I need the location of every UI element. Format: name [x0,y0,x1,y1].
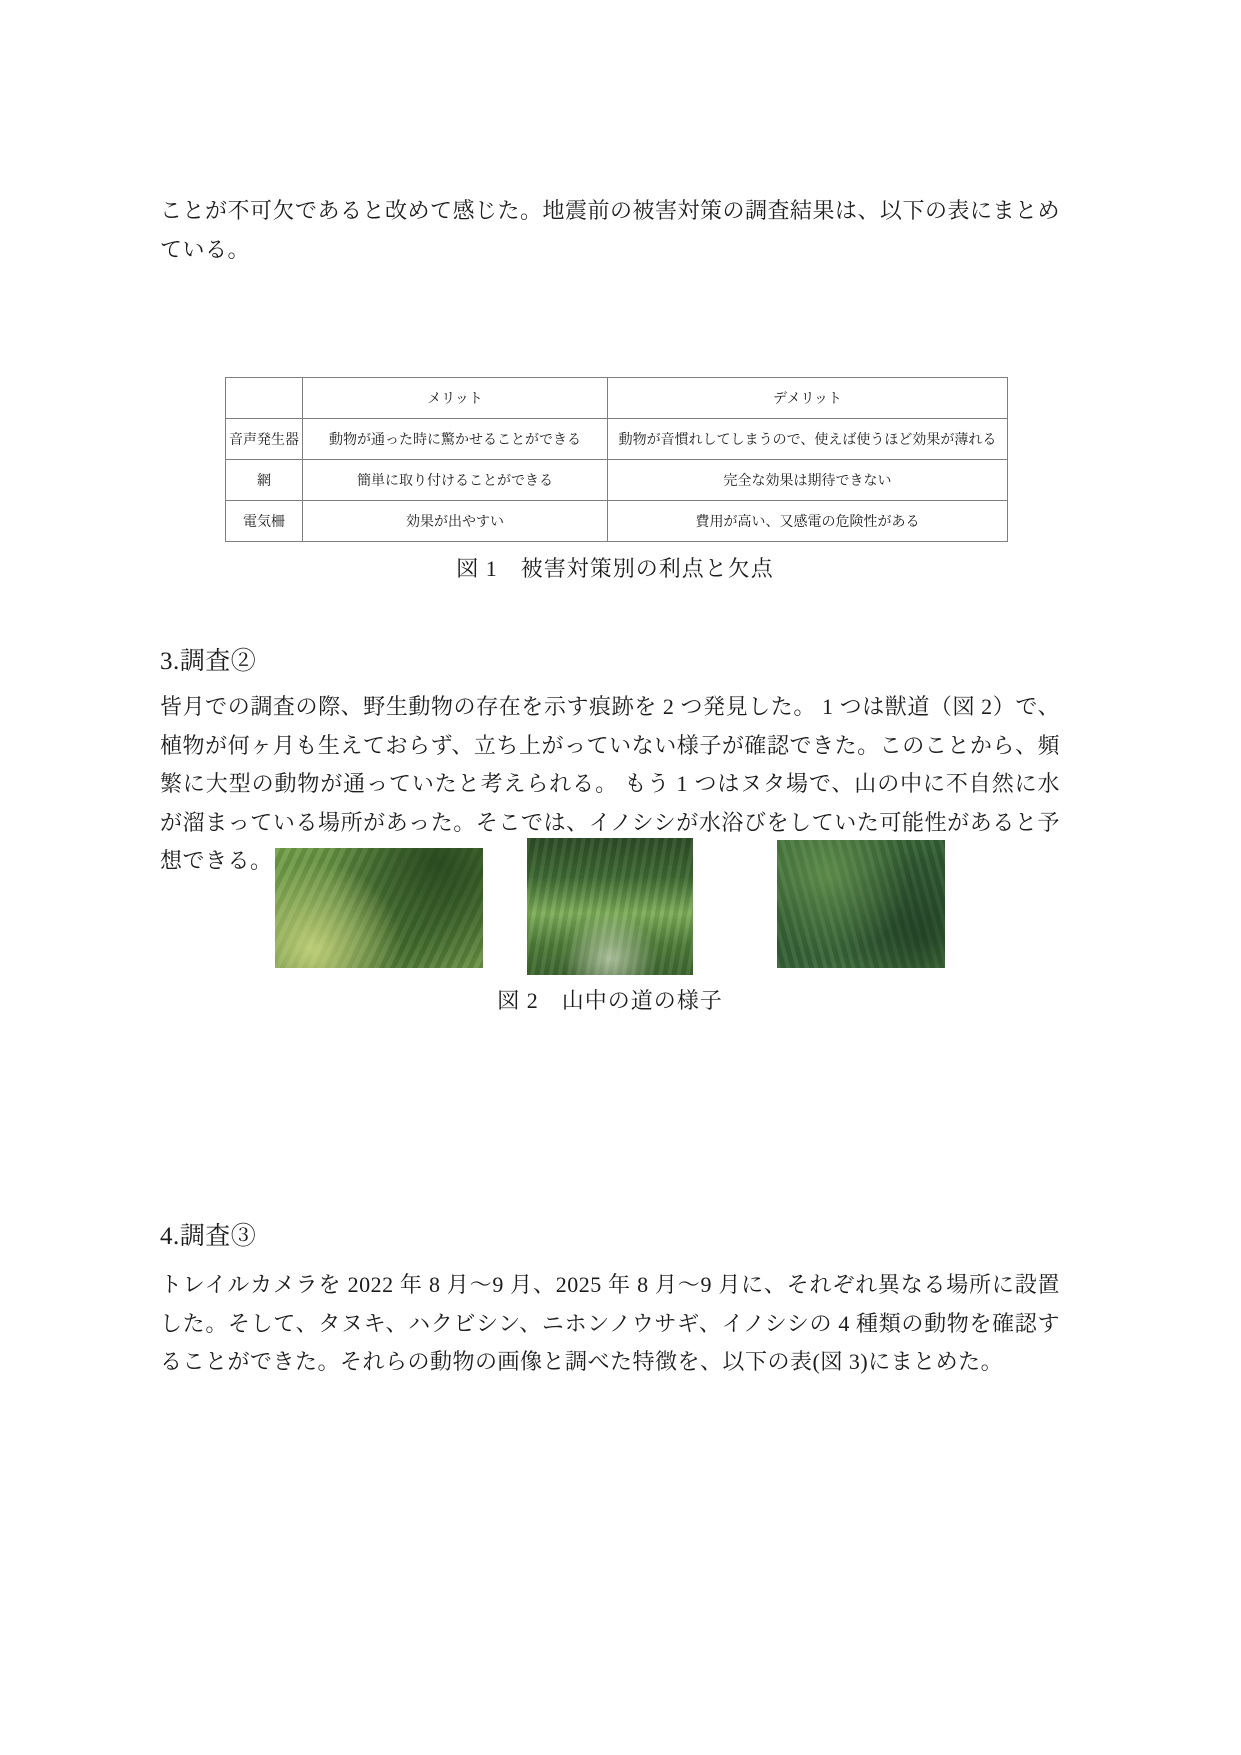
table-header-row [226,378,1008,419]
row-label: 網 [226,460,303,501]
row-demerit: 費用が高い、又感電の危険性がある [608,501,1008,542]
section4-paragraph: トレイルカメラを 2022 年 8 月～9 月、2025 年 8 月～9 月に、それぞれ異なる場所に設置した。そして、タヌキ、ハクビシン、ニホンノウサギ、イノシシの 4 種類の動物を確認することができた。それらの動物の画像と調べた特徴を、以下の表(図 3)にまとめた。 [160,1272,1060,1374]
trail-photo-right [777,840,945,968]
figure2-caption: 図 2 山中の道の様子 [497,988,723,1013]
row-merit: 動物が通った時に驚かせることができる [303,419,608,460]
row-label: 電気柵 [226,501,303,542]
countermeasure-table [225,377,1008,542]
row-merit: 簡単に取り付けることができる [303,460,608,501]
trail-photo-left [275,848,483,968]
row-label: 音声発生器 [226,419,303,460]
section3-heading: 3.調査② [160,648,257,675]
table-header-merit: メリット [303,378,608,419]
figure1-caption: 図 1 被害対策別の利点と欠点 [456,556,774,581]
row-demerit: 動物が音慣れしてしまうので、使えば使うほど効果が薄れる [608,419,1008,460]
section3-paragraph: 皆月での調査の際、野生動物の存在を示す痕跡を 2 つ発見した。 1 つは獣道（図 2）で、植物が何ヶ月も生えておらず、立ち上がっていない様子が確認できた。このことから、頻繁に大型の動物が通っていたと考えられる。 もう 1 つはヌタ場で、山の中に不自然に水が溜まっている場所があった。そこでは、イノシシが水浴びをしていた可能性があると予想できる。 [160,694,1060,873]
trail-photo-center [527,838,693,975]
table-header-empty-cell [226,378,303,419]
intro-paragraph: ことが不可欠であると改めて感じた。地震前の被害対策の調査結果は、以下の表にまとめている。 [160,198,1061,262]
row-merit: 効果が出やすい [303,501,608,542]
table-row-net [226,460,1008,501]
row-demerit: 完全な効果は期待できない [608,460,1008,501]
section4-heading: 4.調査③ [160,1223,257,1250]
table-header-demerit: デメリット [608,378,1008,419]
table-row-electric-fence [226,501,1008,542]
table-row-sound-device [226,419,1008,460]
